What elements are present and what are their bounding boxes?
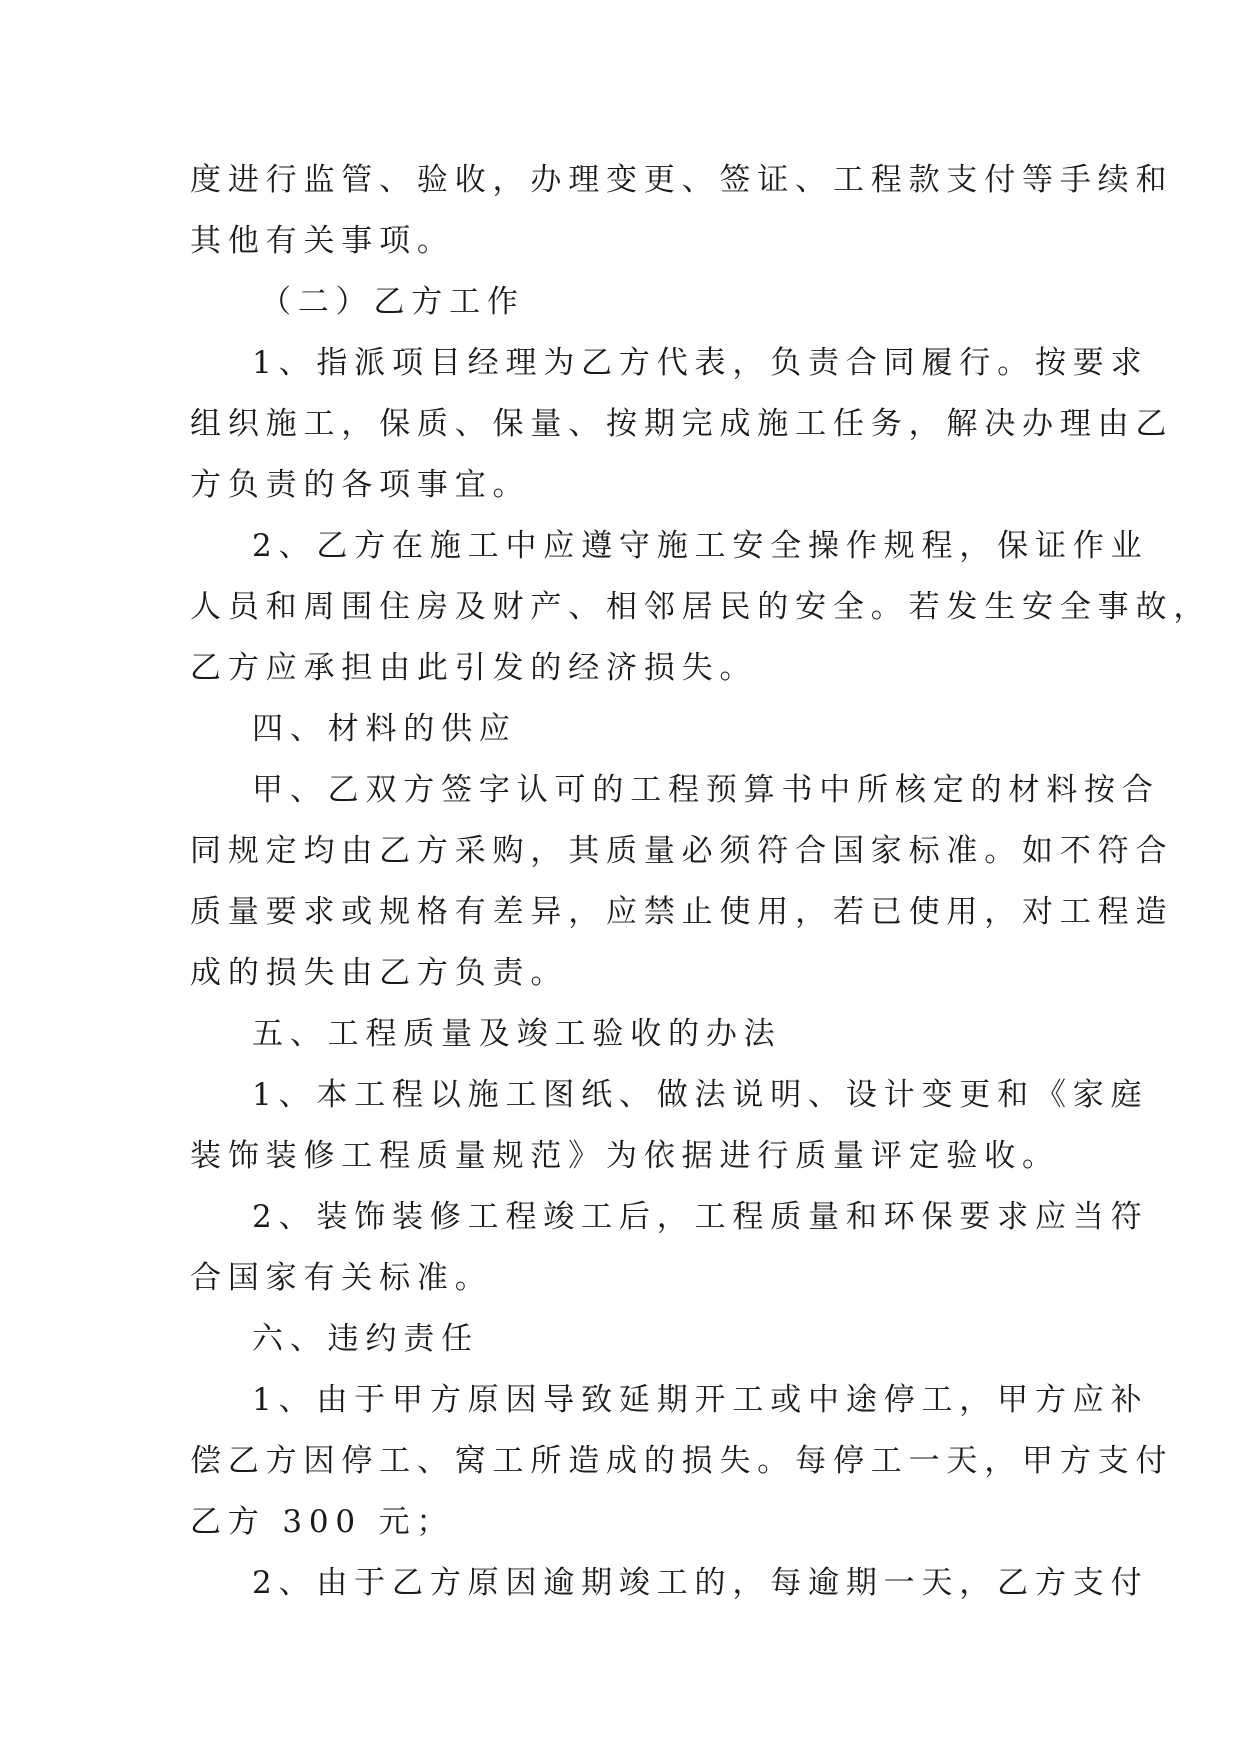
text-line: 2、乙方在施工中应遵守施工安全操作规程，保证作业 — [252, 528, 1149, 564]
text-line: 方负责的各项事宜。 — [190, 467, 531, 503]
text-line: 度进行监管、验收，办理变更、签证、工程款支付等手续和 — [190, 162, 1174, 198]
text-line: 偿乙方因停工、窝工所造成的损失。每停工一天，甲方支付 — [190, 1443, 1174, 1479]
section-heading: 五、工程质量及竣工验收的办法 — [252, 1016, 782, 1052]
text-line: 同规定均由乙方采购，其质量必须符合国家标准。如不符合 — [190, 833, 1174, 869]
text-line: 装饰装修工程质量规范》为依据进行质量评定验收。 — [190, 1138, 1060, 1174]
section-heading: 六、违约责任 — [252, 1321, 479, 1357]
text-line: 1、由于甲方原因导致延期开工或中途停工，甲方应补 — [252, 1382, 1149, 1418]
text-line: 2、装饰装修工程竣工后，工程质量和环保要求应当符 — [252, 1199, 1149, 1235]
text-line: 人员和周围住房及财产、相邻居民的安全。若发生安全事故， — [190, 589, 1212, 625]
text-line: 合国家有关标准。 — [190, 1260, 493, 1296]
text-line: 成的损失由乙方负责。 — [190, 955, 569, 991]
document-page — [190, 150, 1212, 1614]
text-line: 组织施工，保质、保量、按期完成施工任务，解决办理由乙 — [190, 406, 1174, 442]
section-heading: （二）乙方工作 — [260, 284, 525, 320]
text-line: 质量要求或规格有差异，应禁止使用，若已使用，对工程造 — [190, 894, 1174, 930]
text-line: 乙方应承担由此引发的经济损失。 — [190, 650, 758, 686]
text-line: 乙方 300 元； — [190, 1504, 455, 1540]
section-heading: 四、材料的供应 — [252, 711, 517, 747]
text-line: 甲、乙双方签字认可的工程预算书中所核定的材料按合 — [252, 772, 1160, 808]
text-line: 2、由于乙方原因逾期竣工的，每逾期一天，乙方支付 — [252, 1565, 1149, 1601]
text-line: 1、指派项目经理为乙方代表，负责合同履行。按要求 — [252, 345, 1149, 381]
text-line: 1、本工程以施工图纸、做法说明、设计变更和《家庭 — [252, 1077, 1149, 1113]
text-line: 其他有关事项。 — [190, 223, 455, 259]
